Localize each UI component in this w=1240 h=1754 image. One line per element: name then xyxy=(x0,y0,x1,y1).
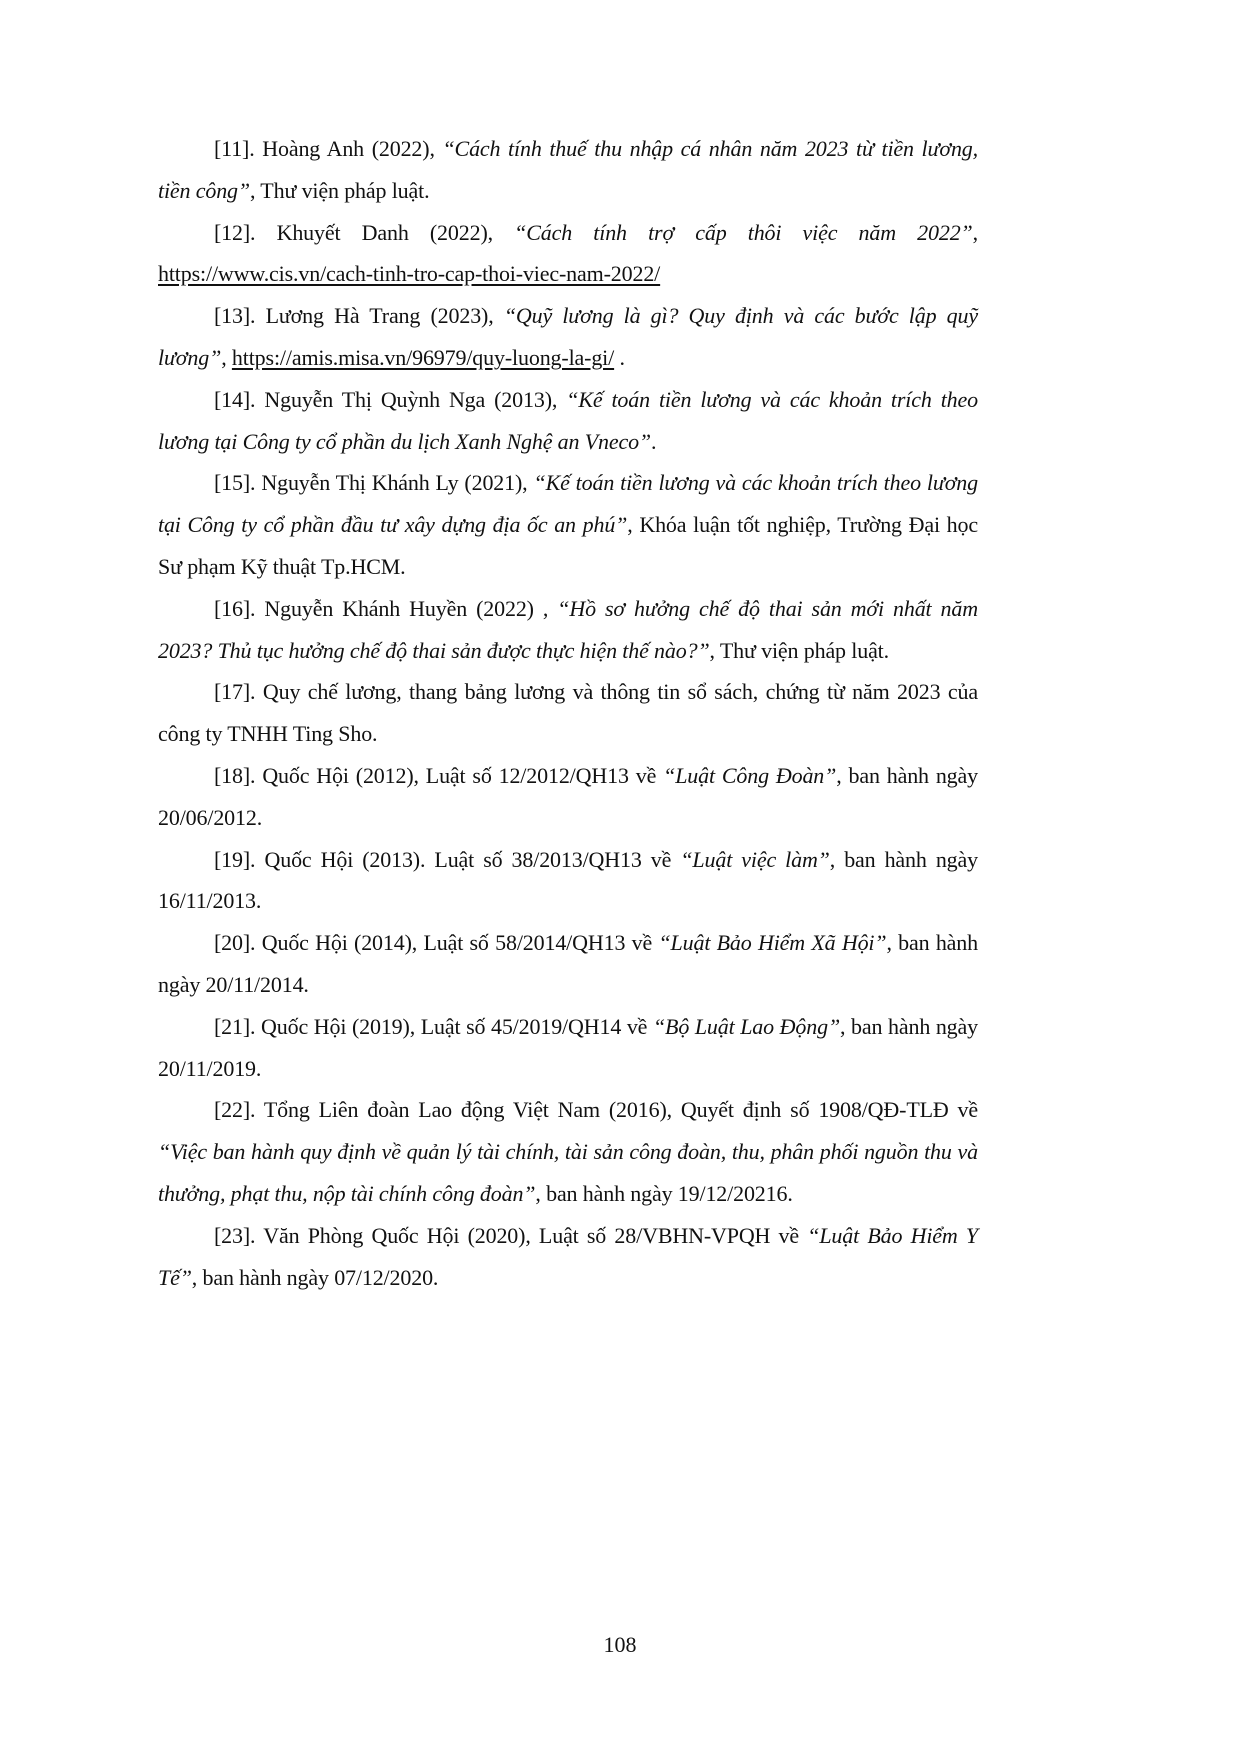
ref-text: [16]. Nguyễn Khánh Huyền (2022) , xyxy=(214,595,558,621)
ref-text: [23]. Văn Phòng Quốc Hội (2020), Luật số 28/VBHN-VPQH về xyxy=(214,1222,808,1248)
ref-text: , Thư viện pháp luật. xyxy=(250,177,430,203)
reference-17 xyxy=(158,671,978,755)
ref-text: [18]. Quốc Hội (2012), Luật số 12/2012/QH13 về xyxy=(214,762,664,788)
reference-11 xyxy=(158,128,978,212)
ref-text: , Khóa luận tốt nghiệp, Trường Đại học Sư phạm Kỹ thuật Tp.HCM. xyxy=(158,512,978,579)
ref-link[interactable]: https://www.cis.vn/cach-tinh-tro-cap-thoi-viec-nam-2022/ xyxy=(158,261,661,287)
reference-22 xyxy=(158,1089,978,1214)
ref-text: [19]. Quốc Hội (2013). Luật số 38/2013/QH13 về xyxy=(214,846,681,872)
ref-title: “Hồ sơ hưởng chế độ thai sản mới nhất năm 2023? Thủ tục hưởng chế độ thai sản được thực hiện thế nào?” xyxy=(158,595,978,663)
ref-title: “Việc ban hành quy định về quản lý tài chính, tài sản công đoàn, thu, phân phối nguồn thu và thưởng, phạt thu, nộp tài chính công đoàn” xyxy=(158,1139,978,1206)
ref-title: “Luật Bảo Hiểm Y Tế” xyxy=(158,1222,978,1290)
ref-text: , ban hành ngày 20/06/2012. xyxy=(158,762,978,830)
ref-text: , ban hành ngày 20/11/2019. xyxy=(158,1013,978,1081)
reference-21 xyxy=(158,1006,978,1090)
reference-list xyxy=(158,128,978,1298)
ref-title: “Kế toán tiền lương và các khoản trích theo lương tại Công ty cổ phần đầu tư xây dựng địa ốc an phú” xyxy=(158,470,978,538)
ref-text: , Thư viện pháp luật. xyxy=(709,637,889,663)
ref-text: , ban hành ngày 19/12/20216. xyxy=(535,1180,793,1206)
reference-13 xyxy=(158,295,978,379)
reference-14 xyxy=(158,379,978,463)
ref-title: “Kế toán tiền lương và các khoản trích theo lương tại Công ty cổ phần du lịch Xanh Nghệ an Vneco” xyxy=(158,386,978,454)
ref-text: [13]. Lương Hà Trang (2023), xyxy=(214,303,504,329)
reference-19 xyxy=(158,839,978,923)
ref-text: . xyxy=(651,428,657,454)
ref-title: “Cách tính trợ cấp thôi việc năm 2022” xyxy=(514,219,973,245)
ref-text: [22]. Tổng Liên đoàn Lao động Việt Nam (2016), Quyết định số 1908/QĐ-TLĐ về xyxy=(214,1097,978,1123)
ref-text: [20]. Quốc Hội (2014), Luật số 58/2014/QH13 về xyxy=(214,930,659,956)
reference-16 xyxy=(158,588,978,672)
page-number: 108 xyxy=(603,1632,637,1657)
ref-text: [11]. Hoàng Anh (2022), xyxy=(214,136,443,161)
reference-20 xyxy=(158,922,978,1006)
ref-text: , ban hành ngày 16/11/2013. xyxy=(158,846,978,914)
ref-text: [21]. Quốc Hội (2019), Luật số 45/2019/QH14 về xyxy=(214,1013,653,1039)
ref-title: “Quỹ lương là gì? Quy định và các bước lập quỹ lương” xyxy=(158,303,978,370)
ref-text: [15]. Nguyễn Thị Khánh Ly (2021), xyxy=(214,470,534,496)
ref-link[interactable]: https://amis.misa.vn/96979/quy-luong-la-gi/ xyxy=(231,344,615,370)
ref-text: [12]. Khuyết Danh (2022), xyxy=(214,219,515,245)
ref-title: “Bộ Luật Lao Động” xyxy=(652,1013,841,1039)
ref-text: , xyxy=(221,344,232,370)
ref-text: [14]. Nguyễn Thị Quỳnh Nga (2013), xyxy=(214,386,567,412)
ref-title: “Luật việc làm” xyxy=(680,846,830,872)
ref-text: , ban hành ngày 07/12/2020. xyxy=(191,1264,439,1290)
ref-text: [17]. Quy chế lương, thang bảng lương và thông tin sổ sách, chứng từ năm 2023 của công ty TNHH Ting Sho. xyxy=(158,679,978,747)
reference-18 xyxy=(158,755,978,839)
ref-text: , xyxy=(972,219,979,245)
ref-text: , ban hành ngày 20/11/2014. xyxy=(158,930,978,997)
ref-title: “Luật Bảo Hiểm Xã Hội” xyxy=(658,930,887,956)
reference-15 xyxy=(158,462,978,587)
reference-23 xyxy=(158,1215,978,1299)
ref-text: . xyxy=(614,344,625,370)
ref-title: “Luật Công Đoàn” xyxy=(663,762,837,788)
ref-title: “Cách tính thuế thu nhập cá nhân năm 2023 từ tiền lương, tiền công” xyxy=(158,136,978,203)
reference-12 xyxy=(158,212,978,296)
